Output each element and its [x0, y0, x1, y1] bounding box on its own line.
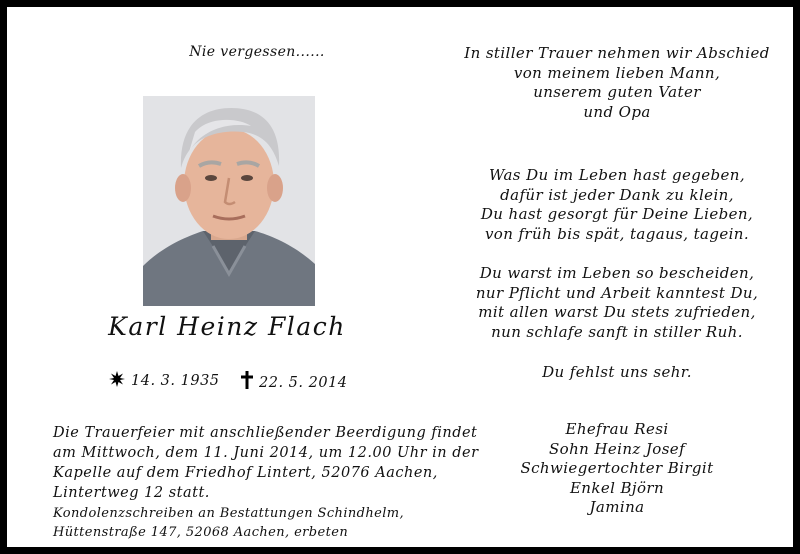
ceremony-line: Kapelle auf dem Friedhof Lintert, 52076 Aachen, [53, 465, 438, 481]
poem-line: nun schlafe sanft in stiller Ruh. [491, 322, 743, 341]
death-date: 22. 5. 2014 [259, 375, 348, 391]
ceremony-line: Die Trauerfeier mit anschließender Beerdigung findet [53, 425, 478, 441]
condolence-line: Hüttenstraße 147, 52068 Aachen, erbeten [53, 525, 349, 540]
intro-line: von meinem lieben Mann, [513, 63, 721, 82]
intro-line: und Opa [583, 102, 651, 121]
poem-line: nur Pflicht und Arbeit kanntest Du, [475, 283, 759, 302]
intro-line: unserem guten Vater [533, 83, 701, 101]
ceremony-line: am Mittwoch, dem 11. Juni 2014, um 12.00 Uhr in der [53, 445, 479, 461]
family-member: Jamina [589, 498, 645, 516]
poem-line: Du warst im Leben so bescheiden, [479, 264, 755, 282]
family-member: Schwiegertochter Birgit [520, 459, 714, 477]
portrait-photo [143, 96, 315, 306]
family-member: Enkel Björn [569, 478, 665, 497]
family-member: Sohn Heinz Josef [548, 439, 686, 458]
birth-date-row [109, 371, 220, 389]
condolence-line: Kondolenzschreiben an Bestattungen Schindhelm, [53, 506, 405, 521]
motto-text: Nie vergessen...... [189, 44, 325, 60]
cross-icon [241, 371, 253, 389]
star-icon [109, 371, 125, 387]
farewell-intro [447, 44, 787, 122]
poem-line: Was Du im Leben hast gegeben, [488, 166, 746, 184]
ceremony-line: Lintertweg 12 statt. [53, 485, 210, 501]
poem-line: von früh bis spät, tagaus, tagein. [484, 224, 750, 243]
poem-line: mit allen warst Du stets zufrieden, [478, 303, 756, 321]
intro-line: In stiller Trauer nehmen wir Abschied [464, 44, 770, 62]
condolence-info [53, 504, 473, 542]
miss-line: Du fehlst uns sehr. [542, 363, 692, 381]
family-member: Ehefrau Resi [565, 420, 669, 438]
poem [447, 166, 787, 342]
ceremony-info [53, 423, 523, 503]
deceased-name: Karl Heinz Flach [108, 312, 346, 341]
poem-line: Du hast gesorgt für Deine Lieben, [480, 205, 754, 223]
poem-line: dafür ist jeder Dank zu klein, [500, 185, 734, 204]
birth-date: 14. 3. 1935 [131, 373, 220, 389]
death-date-row [241, 371, 348, 391]
